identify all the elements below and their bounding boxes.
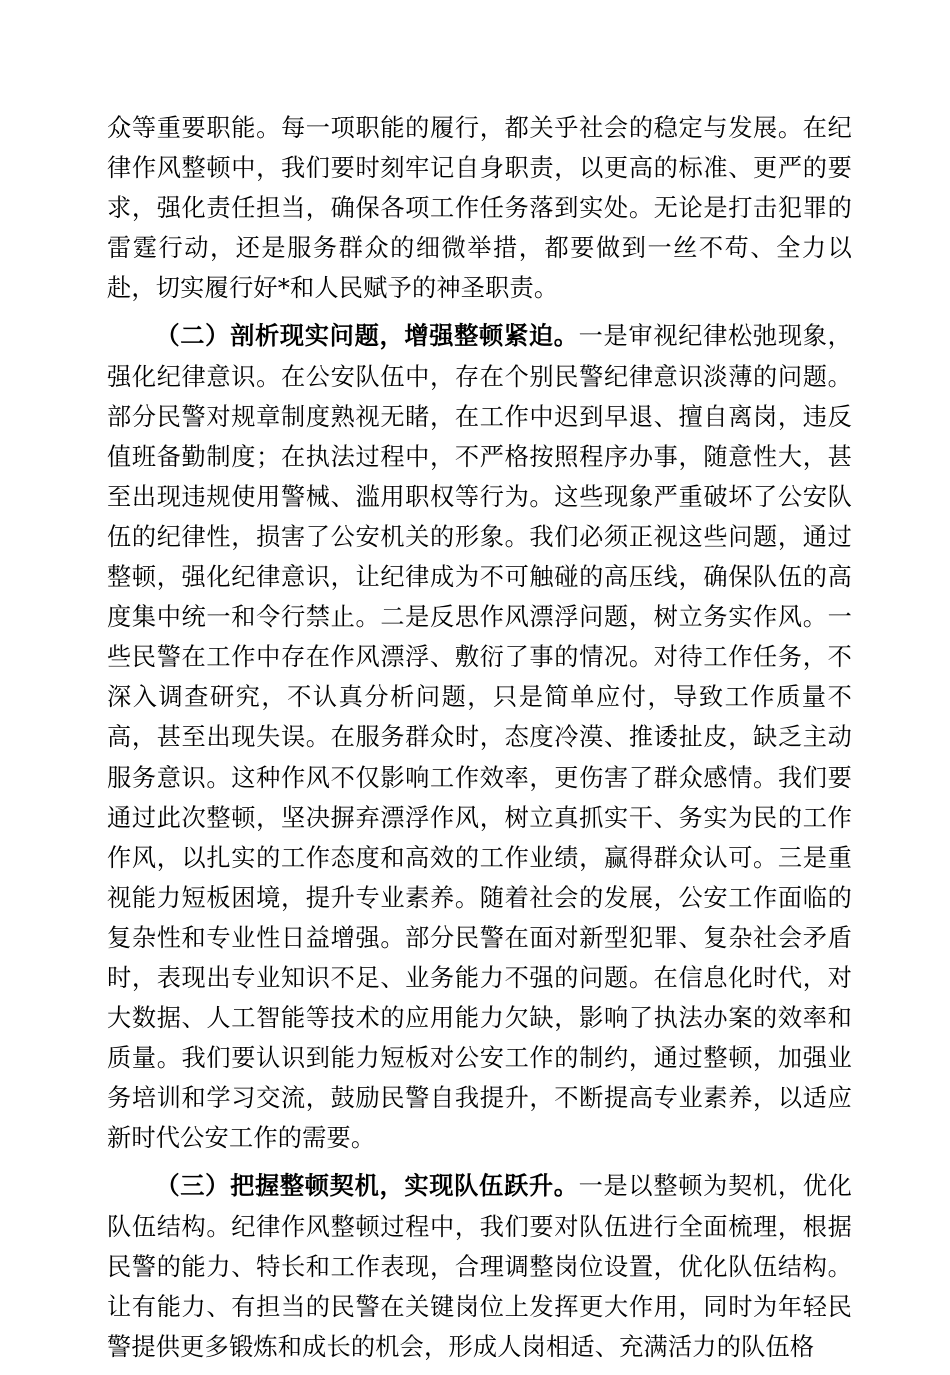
paragraph-section-3 [107, 1166, 852, 1366]
paragraph-body: 众等重要职能。每一项职能的履行，都关乎社会的稳定与发展。在纪律作风整顿中，我们要时刻牢记自身职责，以更高的标准、更严的要求，强化责任担当，确保各项工作任务落到实处。无论是打击犯罪的雷霆行动，还是服务群众的细微举措，都要做到一丝不苟、全力以赴，切实履行好*和人民赋予的神圣职责。 [107, 114, 852, 303]
section-body-3: 一是以整顿为契机，优化队伍结构。纪律作风整顿过程中，我们要对队伍进行全面梳理，根据民警的能力、特长和工作表现，合理调整岗位设置，优化队伍结构。让有能力、有担当的民警在关键岗位上发挥更大作用，同时为年轻民警提供更多锻炼和成长的机会，形成人岗相适、充满活力的队伍格 [107, 1172, 852, 1361]
paragraph-continuation [107, 108, 852, 308]
section-heading-2: （二）剖析现实问题，增强整顿紧迫。 [155, 322, 579, 351]
paragraph-section-2 [107, 316, 852, 1158]
document-page [107, 108, 852, 1375]
section-heading-3: （三）把握整顿契机，实现队伍跃升。 [155, 1172, 579, 1201]
section-body-2: 一是审视纪律松弛现象，强化纪律意识。在公安队伍中，存在个别民警纪律意识淡薄的问题。部分民警对规章制度熟视无睹，在工作中迟到早退、擅自离岗，违反值班备勤制度；在执法过程中，不严格按照程序办事，随意性大，甚至出现违规使用警械、滥用职权等行为。这些现象严重破坏了公安队伍的纪律性，损害了公安机关的形象。我们必须正视这些问题，通过整顿，强化纪律意识，让纪律成为不可触碰的高压线，确保队伍的高度集中统一和令行禁止。二是反思作风漂浮问题，树立务实作风。一些民警在工作中存在作风漂浮、敷衍了事的情况。对待工作任务，不深入调查研究，不认真分析问题，只是简单应付，导致工作质量不高，甚至出现失误。在服务群众时，态度冷漠、推诿扯皮，缺乏主动服务意识。这种作风不仅影响工作效率，更伤害了群众感情。我们要通过此次整顿，坚决摒弃漂浮作风，树立真抓实干、务实为民的工作作风，以扎实的工作态度和高效的工作业绩，赢得群众认可。三是重视能力短板困境，提升专业素养。随着社会的发展，公安工作面临的复杂性和专业性日益增强。部分民警在面对新型犯罪、复杂社会矛盾时，表现出专业知识不足、业务能力不强的问题。在信息化时代，对大数据、人工智能等技术的应用能力欠缺，影响了执法办案的效率和质量。我们要认识到能力短板对公安工作的制约，通过整顿，加强业务培训和学习交流，鼓励民警自我提升，不断提高专业素养，以适应新时代公安工作的需要。 [107, 322, 852, 1153]
